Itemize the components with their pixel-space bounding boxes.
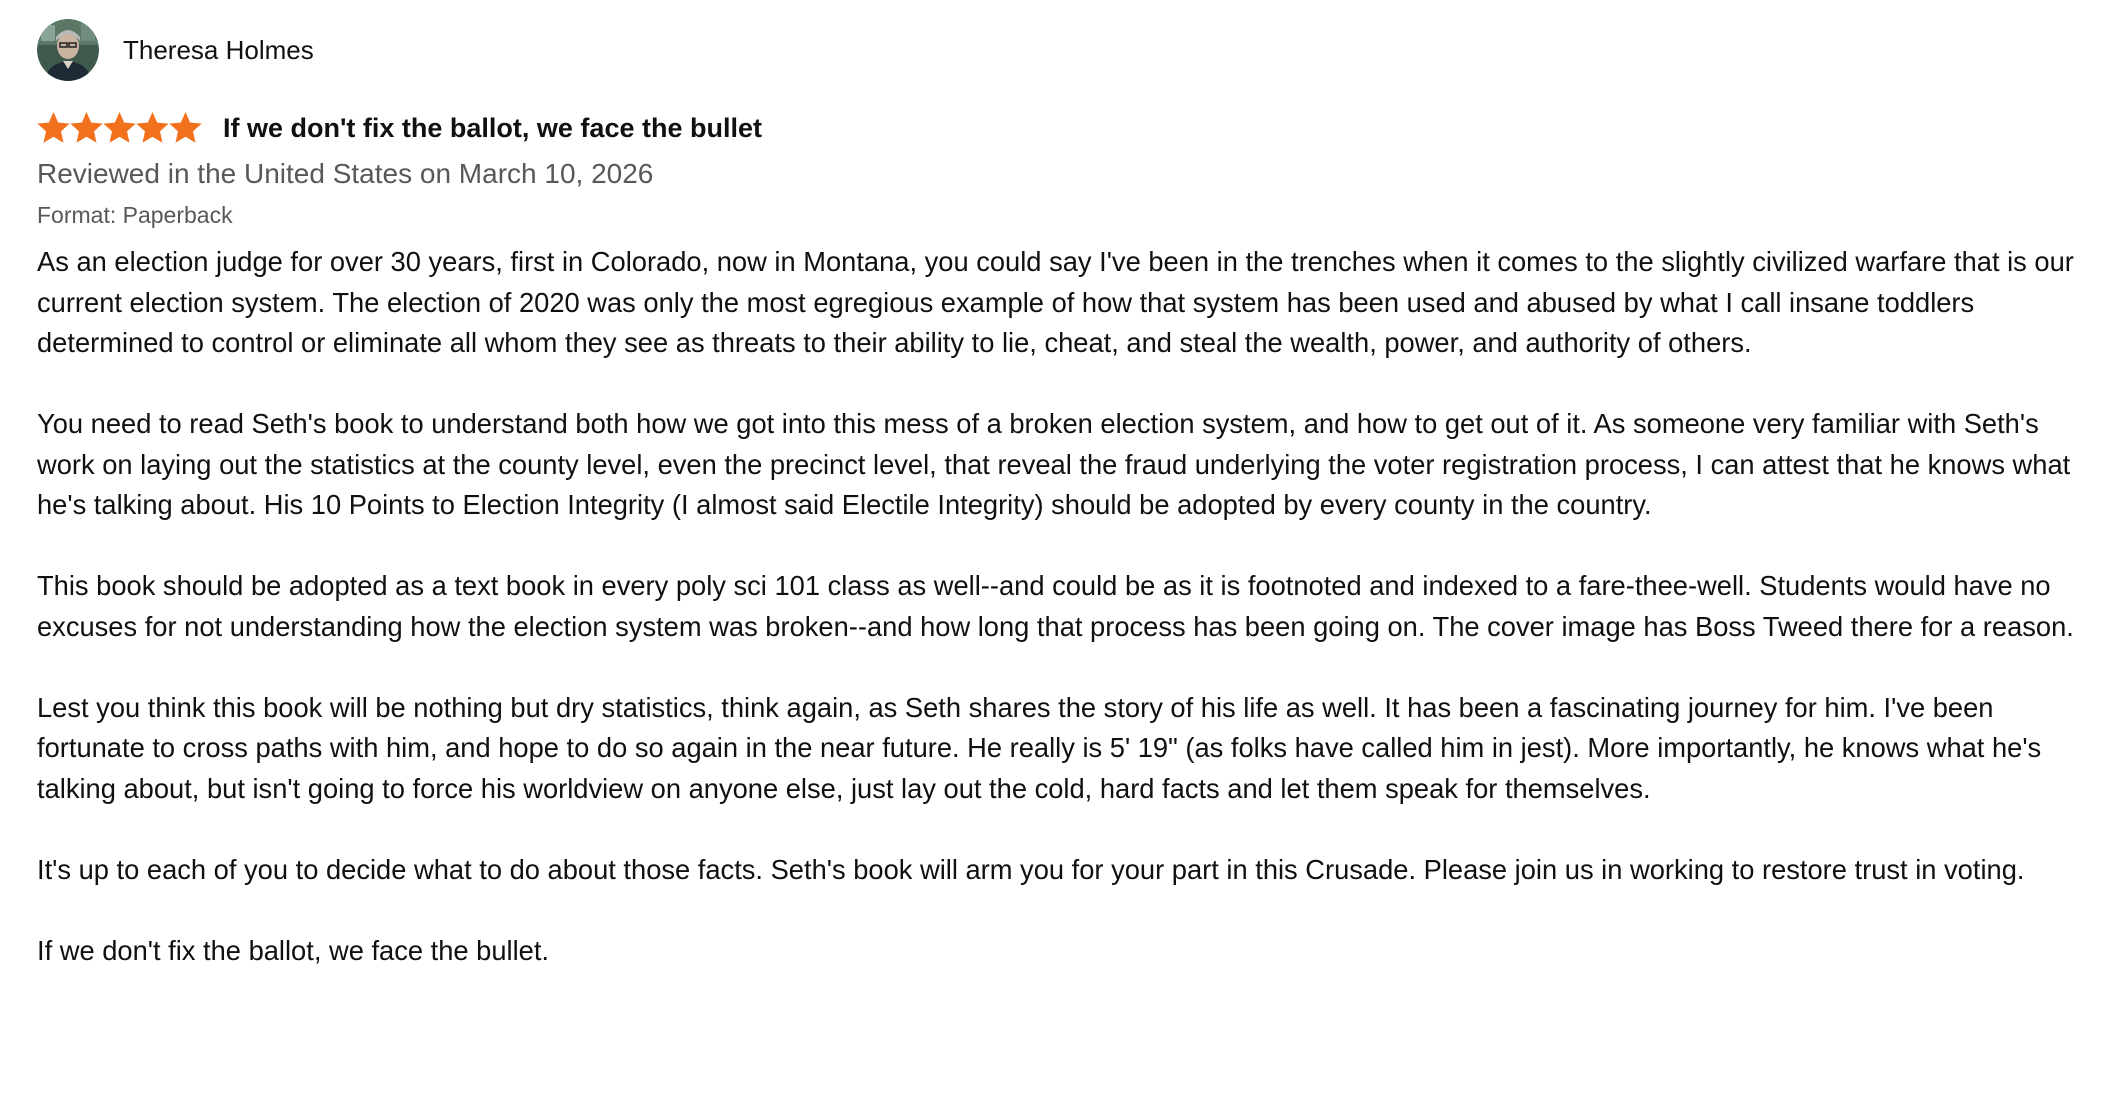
star-icon — [70, 112, 103, 144]
star-rating[interactable] — [37, 112, 202, 144]
review-paragraph: If we don't fix the ballot, we face the bullet. — [37, 934, 550, 966]
user-photo-avatar-icon — [37, 19, 99, 81]
reviewer-name[interactable]: Theresa Holmes — [123, 34, 314, 65]
review-paragraph: It's up to each of you to decide what to do about those facts. Seth's book will arm you for your part in this Crusade. Please join us in working to restore trust in voting. — [37, 853, 2025, 885]
reviewer-profile[interactable] — [37, 18, 2087, 82]
review-paragraph: You need to read Seth's book to understand both how we got into this mess of a broken election system, and how to get out of it. As someone very familiar with Seth's work on laying out the statistics at the county level, even the precinct level, that reveal the fraud underlying the voter registration process, I can attest that he knows what he's talking about. His 10 Points to Election Integrity (I almost said Electile Integrity) should be adopted by every county in the country. — [37, 408, 2071, 520]
avatar[interactable] — [37, 19, 99, 81]
review-paragraph: As an election judge for over 30 years, first in Colorado, now in Montana, you could say I've been in the trenches when it comes to the slightly civilized warfare that is our current election system. The election of 2020 was only the most egregious example of how that system has been used and abused by what I call insane toddlers determined to control or eliminate all whom they see as threats to their ability to lie, cheat, and steal the wealth, power, and authority of others. — [37, 246, 2074, 358]
star-icon — [136, 112, 169, 144]
star-icon — [103, 112, 136, 144]
review-title[interactable]: If we don't fix the ballot, we face the bullet — [223, 112, 762, 143]
review-body — [37, 242, 2087, 971]
review-paragraph: Lest you think this book will be nothing but dry statistics, think again, as Seth shares the story of his life as well. It has been a fascinating journey for him. I've been fortunate to cross paths with him, and hope to do so again in the near future. He really is 5' 19" (as folks have called him in jest). More importantly, he knows what he's talking about, but isn't going to force his worldview on anyone else, just lay out the cold, hard facts and let them speak for themselves. — [37, 691, 2042, 804]
review-title-row — [37, 110, 2087, 146]
star-icon — [169, 112, 202, 144]
review-paragraph: This book should be adopted as a text book in every poly sci 101 class as well--and could be as it is footnoted and indexed to a fare-thee-well. Students would have no excuses for not understanding how the election system was broken--and how long that process has been going on. The cover image has Boss Tweed there for a reason. — [37, 570, 2074, 642]
star-icon — [37, 112, 70, 144]
review-card — [37, 18, 2087, 971]
review-format[interactable]: Format: Paperback — [37, 202, 233, 228]
review-date: Reviewed in the United States on March 10, 2026 — [37, 158, 654, 189]
